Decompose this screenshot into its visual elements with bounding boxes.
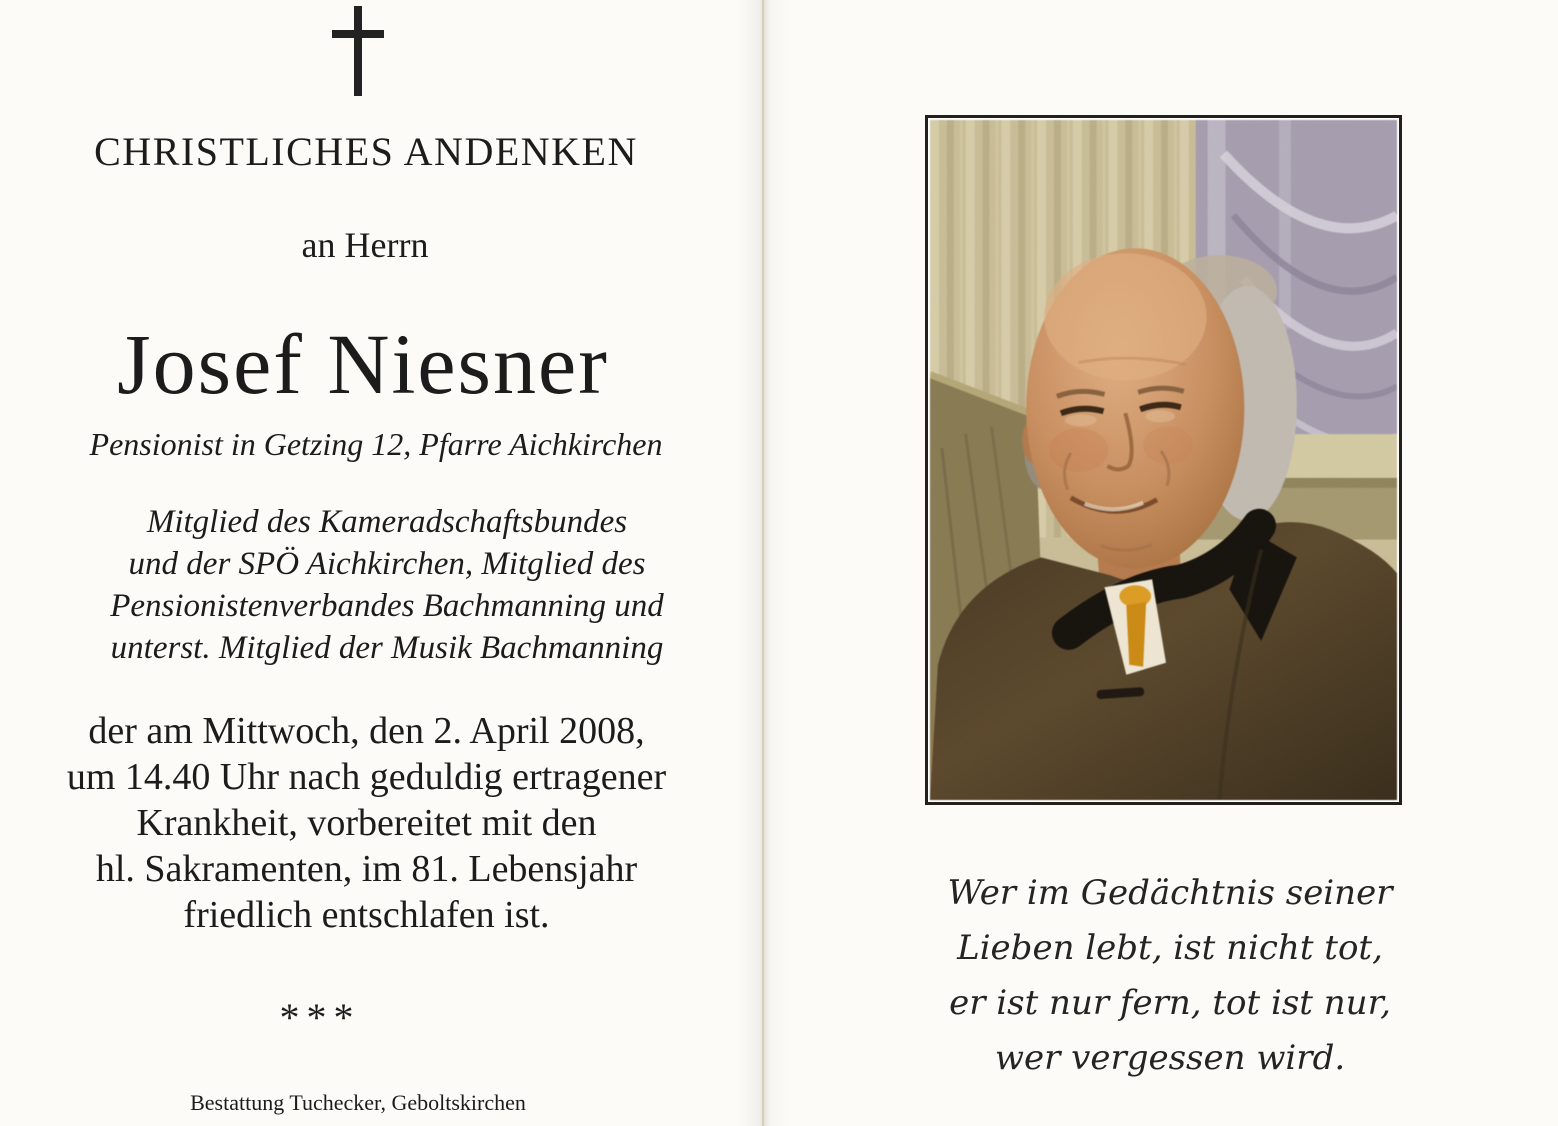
quote-line: wer vergessen wird.: [994, 1038, 1346, 1078]
obituary-line: hl. Sakramenten, im 81. Lebensjahr: [95, 848, 638, 890]
obituary-line: der am Mittwoch, den 2. April 2008,: [88, 710, 645, 752]
obituary-block: [0, 708, 733, 938]
memorial-quote: [928, 866, 1412, 1086]
membership-line: und der SPÖ Aichkirchen, Mitglied des: [128, 546, 646, 582]
residence-line: Pensionist in Getzing 12, Pfarre Aichkirchen: [89, 426, 663, 462]
membership-block: [20, 501, 754, 669]
quote-line: er ist nur fern, tot ist nur,: [949, 983, 1391, 1023]
card-header: CHRISTLICHES ANDENKEN: [94, 129, 638, 174]
quote-line: Wer im Gedächtnis seiner: [947, 873, 1393, 913]
obituary-line: Krankheit, vorbereitet mit den: [136, 802, 597, 844]
deceased-name: Josef Niesner: [117, 316, 609, 412]
cross-icon: [322, 6, 394, 98]
fold-line: [762, 0, 764, 1126]
funeral-home-credit: Bestattung Tuchecker, Geboltskirchen: [190, 1090, 526, 1115]
separator-stars: ***: [279, 995, 361, 1040]
salutation: an Herrn: [301, 225, 429, 265]
membership-line: Mitglied des Kameradschaftsbundes: [146, 504, 628, 540]
portrait-photo: [925, 115, 1402, 805]
quote-line: Lieben lebt, ist nicht tot,: [957, 928, 1383, 968]
membership-line: unterst. Mitglied der Musik Bachmanning: [110, 630, 664, 666]
obituary-line: um 14.40 Uhr nach geduldig ertragener: [66, 756, 667, 798]
membership-line: Pensionistenverbandes Bachmanning und: [110, 588, 664, 624]
obituary-line: friedlich entschlafen ist.: [183, 894, 550, 936]
